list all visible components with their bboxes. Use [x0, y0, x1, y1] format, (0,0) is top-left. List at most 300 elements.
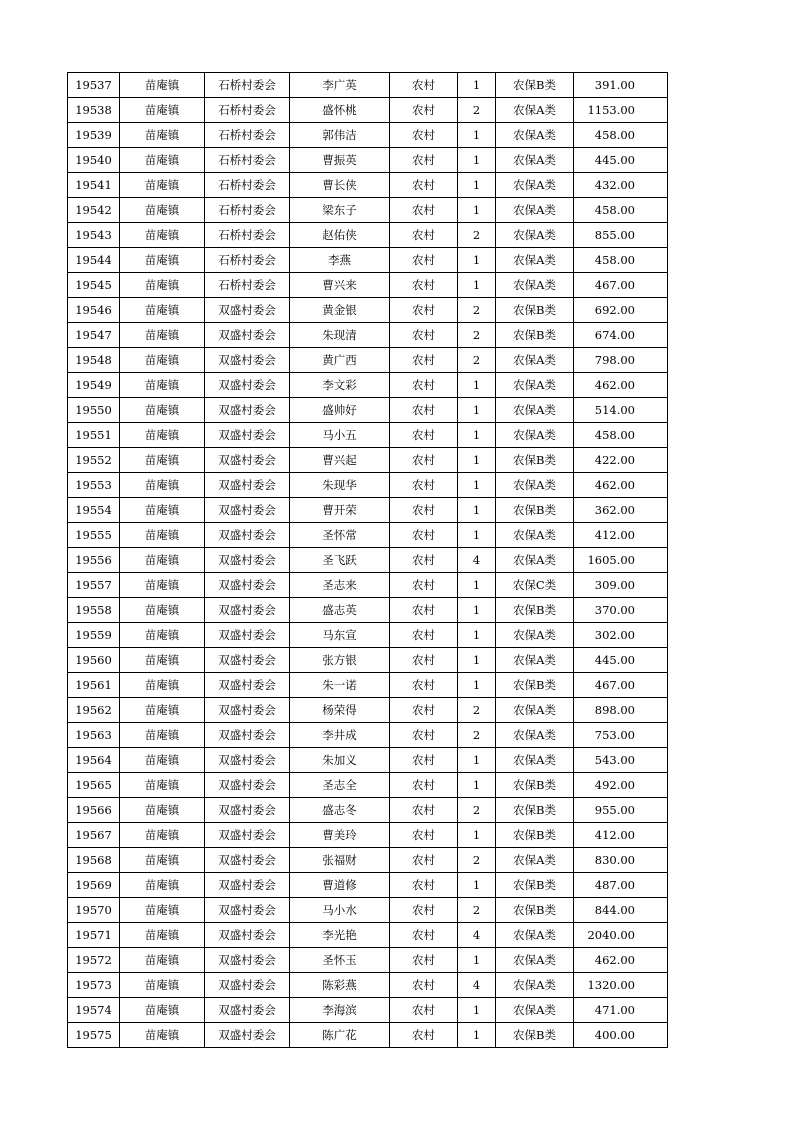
amount-cell: 492.00	[574, 773, 668, 798]
village-cell: 双盛村委会	[205, 598, 290, 623]
area-type-cell: 农村	[390, 648, 458, 673]
table-row	[68, 73, 668, 98]
area-type-cell: 农村	[390, 323, 458, 348]
record-id-cell: 19551	[68, 423, 120, 448]
record-id-cell: 19562	[68, 698, 120, 723]
record-id-cell: 19571	[68, 923, 120, 948]
village-cell: 双盛村委会	[205, 423, 290, 448]
household-count-cell: 1	[458, 598, 496, 623]
town-cell: 苗庵镇	[120, 473, 205, 498]
amount-cell: 462.00	[574, 948, 668, 973]
category-cell: 农保A类	[496, 423, 574, 448]
name-cell: 圣怀玉	[290, 948, 390, 973]
table-row	[68, 798, 668, 823]
village-cell: 双盛村委会	[205, 623, 290, 648]
table-row	[68, 823, 668, 848]
village-cell: 双盛村委会	[205, 448, 290, 473]
record-id-cell: 19553	[68, 473, 120, 498]
name-cell: 曹振英	[290, 148, 390, 173]
area-type-cell: 农村	[390, 698, 458, 723]
name-cell: 李海滨	[290, 998, 390, 1023]
village-cell: 石桥村委会	[205, 248, 290, 273]
name-cell: 盛志冬	[290, 798, 390, 823]
record-id-cell: 19575	[68, 1023, 120, 1048]
household-count-cell: 1	[458, 148, 496, 173]
village-cell: 双盛村委会	[205, 948, 290, 973]
category-cell: 农保A类	[496, 698, 574, 723]
area-type-cell: 农村	[390, 1023, 458, 1048]
household-count-cell: 4	[458, 923, 496, 948]
household-count-cell: 1	[458, 998, 496, 1023]
village-cell: 双盛村委会	[205, 698, 290, 723]
area-type-cell: 农村	[390, 373, 458, 398]
name-cell: 马东宣	[290, 623, 390, 648]
household-count-cell: 1	[458, 73, 496, 98]
name-cell: 圣飞跃	[290, 548, 390, 573]
household-count-cell: 1	[458, 1023, 496, 1048]
table-row	[68, 648, 668, 673]
town-cell: 苗庵镇	[120, 723, 205, 748]
category-cell: 农保A类	[496, 848, 574, 873]
table-row	[68, 848, 668, 873]
name-cell: 盛帅好	[290, 398, 390, 423]
record-id-cell: 19572	[68, 948, 120, 973]
category-cell: 农保A类	[496, 548, 574, 573]
village-cell: 双盛村委会	[205, 323, 290, 348]
village-cell: 双盛村委会	[205, 823, 290, 848]
area-type-cell: 农村	[390, 298, 458, 323]
category-cell: 农保B类	[496, 798, 574, 823]
category-cell: 农保B类	[496, 673, 574, 698]
village-cell: 石桥村委会	[205, 148, 290, 173]
household-count-cell: 1	[458, 748, 496, 773]
household-count-cell: 2	[458, 848, 496, 873]
amount-cell: 543.00	[574, 748, 668, 773]
area-type-cell: 农村	[390, 673, 458, 698]
town-cell: 苗庵镇	[120, 1023, 205, 1048]
record-id-cell: 19548	[68, 348, 120, 373]
town-cell: 苗庵镇	[120, 223, 205, 248]
amount-cell: 1153.00	[574, 98, 668, 123]
table-row	[68, 473, 668, 498]
table-row	[68, 198, 668, 223]
name-cell: 张方银	[290, 648, 390, 673]
record-id-cell: 19554	[68, 498, 120, 523]
area-type-cell: 农村	[390, 173, 458, 198]
area-type-cell: 农村	[390, 198, 458, 223]
area-type-cell: 农村	[390, 398, 458, 423]
household-count-cell: 1	[458, 473, 496, 498]
village-cell: 石桥村委会	[205, 273, 290, 298]
table-row	[68, 498, 668, 523]
record-id-cell: 19573	[68, 973, 120, 998]
amount-cell: 471.00	[574, 998, 668, 1023]
record-id-cell: 19569	[68, 873, 120, 898]
area-type-cell: 农村	[390, 823, 458, 848]
town-cell: 苗庵镇	[120, 848, 205, 873]
category-cell: 农保A类	[496, 523, 574, 548]
village-cell: 石桥村委会	[205, 73, 290, 98]
household-count-cell: 1	[458, 823, 496, 848]
town-cell: 苗庵镇	[120, 773, 205, 798]
amount-cell: 955.00	[574, 798, 668, 823]
category-cell: 农保A类	[496, 473, 574, 498]
household-count-cell: 1	[458, 648, 496, 673]
name-cell: 梁东子	[290, 198, 390, 223]
name-cell: 黄广西	[290, 348, 390, 373]
record-id-cell: 19570	[68, 898, 120, 923]
table-row	[68, 98, 668, 123]
household-count-cell: 1	[458, 273, 496, 298]
household-count-cell: 2	[458, 898, 496, 923]
name-cell: 圣志全	[290, 773, 390, 798]
village-cell: 石桥村委会	[205, 173, 290, 198]
category-cell: 农保C类	[496, 573, 574, 598]
village-cell: 双盛村委会	[205, 873, 290, 898]
record-id-cell: 19546	[68, 298, 120, 323]
town-cell: 苗庵镇	[120, 873, 205, 898]
area-type-cell: 农村	[390, 223, 458, 248]
name-cell: 朱一诺	[290, 673, 390, 698]
town-cell: 苗庵镇	[120, 73, 205, 98]
table-row	[68, 273, 668, 298]
table-row	[68, 373, 668, 398]
amount-cell: 462.00	[574, 373, 668, 398]
amount-cell: 458.00	[574, 123, 668, 148]
amount-cell: 898.00	[574, 698, 668, 723]
name-cell: 圣志来	[290, 573, 390, 598]
category-cell: 农保B类	[496, 448, 574, 473]
amount-cell: 798.00	[574, 348, 668, 373]
household-count-cell: 1	[458, 623, 496, 648]
amount-cell: 2040.00	[574, 923, 668, 948]
table-row	[68, 973, 668, 998]
name-cell: 赵佑侠	[290, 223, 390, 248]
table-row	[68, 398, 668, 423]
amount-cell: 753.00	[574, 723, 668, 748]
category-cell: 农保B类	[496, 898, 574, 923]
table-row	[68, 248, 668, 273]
table-row	[68, 998, 668, 1023]
village-cell: 石桥村委会	[205, 198, 290, 223]
table-row	[68, 773, 668, 798]
town-cell: 苗庵镇	[120, 173, 205, 198]
record-id-cell: 19537	[68, 73, 120, 98]
record-id-cell: 19538	[68, 98, 120, 123]
table-row	[68, 123, 668, 148]
village-cell: 双盛村委会	[205, 398, 290, 423]
amount-cell: 391.00	[574, 73, 668, 98]
town-cell: 苗庵镇	[120, 973, 205, 998]
record-id-cell: 19563	[68, 723, 120, 748]
name-cell: 陈彩燕	[290, 973, 390, 998]
area-type-cell: 农村	[390, 548, 458, 573]
name-cell: 曹兴起	[290, 448, 390, 473]
village-cell: 双盛村委会	[205, 773, 290, 798]
category-cell: 农保A类	[496, 648, 574, 673]
town-cell: 苗庵镇	[120, 698, 205, 723]
category-cell: 农保B类	[496, 323, 574, 348]
category-cell: 农保A类	[496, 623, 574, 648]
area-type-cell: 农村	[390, 473, 458, 498]
household-count-cell: 1	[458, 198, 496, 223]
town-cell: 苗庵镇	[120, 573, 205, 598]
household-count-cell: 1	[458, 773, 496, 798]
record-id-cell: 19539	[68, 123, 120, 148]
records-table-body	[68, 73, 668, 1048]
name-cell: 朱加义	[290, 748, 390, 773]
record-id-cell: 19557	[68, 573, 120, 598]
record-id-cell: 19545	[68, 273, 120, 298]
household-count-cell: 2	[458, 798, 496, 823]
amount-cell: 855.00	[574, 223, 668, 248]
category-cell: 农保B类	[496, 1023, 574, 1048]
area-type-cell: 农村	[390, 273, 458, 298]
area-type-cell: 农村	[390, 448, 458, 473]
name-cell: 杨荣得	[290, 698, 390, 723]
area-type-cell: 农村	[390, 973, 458, 998]
area-type-cell: 农村	[390, 873, 458, 898]
table-row	[68, 873, 668, 898]
name-cell: 李燕	[290, 248, 390, 273]
village-cell: 双盛村委会	[205, 523, 290, 548]
category-cell: 农保A类	[496, 373, 574, 398]
area-type-cell: 农村	[390, 948, 458, 973]
category-cell: 农保A类	[496, 273, 574, 298]
table-row	[68, 573, 668, 598]
town-cell: 苗庵镇	[120, 823, 205, 848]
town-cell: 苗庵镇	[120, 198, 205, 223]
table-row	[68, 673, 668, 698]
household-count-cell: 1	[458, 423, 496, 448]
record-id-cell: 19555	[68, 523, 120, 548]
town-cell: 苗庵镇	[120, 98, 205, 123]
name-cell: 黄金银	[290, 298, 390, 323]
area-type-cell: 农村	[390, 148, 458, 173]
area-type-cell: 农村	[390, 73, 458, 98]
household-count-cell: 1	[458, 873, 496, 898]
table-row	[68, 948, 668, 973]
name-cell: 曹开荣	[290, 498, 390, 523]
village-cell: 石桥村委会	[205, 223, 290, 248]
village-cell: 石桥村委会	[205, 98, 290, 123]
table-row	[68, 298, 668, 323]
category-cell: 农保A类	[496, 398, 574, 423]
amount-cell: 432.00	[574, 173, 668, 198]
town-cell: 苗庵镇	[120, 798, 205, 823]
category-cell: 农保B类	[496, 598, 574, 623]
table-row	[68, 173, 668, 198]
village-cell: 双盛村委会	[205, 1023, 290, 1048]
household-count-cell: 1	[458, 373, 496, 398]
category-cell: 农保A类	[496, 148, 574, 173]
village-cell: 双盛村委会	[205, 648, 290, 673]
name-cell: 马小水	[290, 898, 390, 923]
category-cell: 农保A类	[496, 748, 574, 773]
town-cell: 苗庵镇	[120, 648, 205, 673]
household-count-cell: 1	[458, 248, 496, 273]
town-cell: 苗庵镇	[120, 373, 205, 398]
town-cell: 苗庵镇	[120, 348, 205, 373]
village-cell: 石桥村委会	[205, 123, 290, 148]
category-cell: 农保A类	[496, 348, 574, 373]
household-count-cell: 1	[458, 398, 496, 423]
record-id-cell: 19542	[68, 198, 120, 223]
town-cell: 苗庵镇	[120, 148, 205, 173]
category-cell: 农保B类	[496, 73, 574, 98]
amount-cell: 445.00	[574, 148, 668, 173]
record-id-cell: 19566	[68, 798, 120, 823]
household-count-cell: 2	[458, 698, 496, 723]
record-id-cell: 19564	[68, 748, 120, 773]
name-cell: 盛怀桃	[290, 98, 390, 123]
household-count-cell: 4	[458, 548, 496, 573]
name-cell: 郭伟洁	[290, 123, 390, 148]
village-cell: 双盛村委会	[205, 298, 290, 323]
table-row	[68, 423, 668, 448]
name-cell: 盛志英	[290, 598, 390, 623]
area-type-cell: 农村	[390, 348, 458, 373]
record-id-cell: 19561	[68, 673, 120, 698]
category-cell: 农保A类	[496, 923, 574, 948]
household-count-cell: 2	[458, 98, 496, 123]
category-cell: 农保B类	[496, 873, 574, 898]
area-type-cell: 农村	[390, 898, 458, 923]
area-type-cell: 农村	[390, 848, 458, 873]
household-count-cell: 2	[458, 323, 496, 348]
area-type-cell: 农村	[390, 573, 458, 598]
household-count-cell: 4	[458, 973, 496, 998]
record-id-cell: 19547	[68, 323, 120, 348]
amount-cell: 514.00	[574, 398, 668, 423]
name-cell: 张福财	[290, 848, 390, 873]
amount-cell: 467.00	[574, 673, 668, 698]
amount-cell: 692.00	[574, 298, 668, 323]
record-id-cell: 19565	[68, 773, 120, 798]
area-type-cell: 农村	[390, 998, 458, 1023]
table-row	[68, 323, 668, 348]
amount-cell: 467.00	[574, 273, 668, 298]
amount-cell: 830.00	[574, 848, 668, 873]
town-cell: 苗庵镇	[120, 623, 205, 648]
record-id-cell: 19541	[68, 173, 120, 198]
amount-cell: 412.00	[574, 523, 668, 548]
town-cell: 苗庵镇	[120, 898, 205, 923]
town-cell: 苗庵镇	[120, 748, 205, 773]
record-id-cell: 19559	[68, 623, 120, 648]
record-id-cell: 19568	[68, 848, 120, 873]
table-row	[68, 148, 668, 173]
village-cell: 双盛村委会	[205, 923, 290, 948]
area-type-cell: 农村	[390, 248, 458, 273]
amount-cell: 400.00	[574, 1023, 668, 1048]
record-id-cell: 19558	[68, 598, 120, 623]
town-cell: 苗庵镇	[120, 423, 205, 448]
village-cell: 双盛村委会	[205, 998, 290, 1023]
household-count-cell: 1	[458, 523, 496, 548]
table-row	[68, 448, 668, 473]
amount-cell: 674.00	[574, 323, 668, 348]
town-cell: 苗庵镇	[120, 673, 205, 698]
name-cell: 曹道修	[290, 873, 390, 898]
town-cell: 苗庵镇	[120, 398, 205, 423]
village-cell: 双盛村委会	[205, 548, 290, 573]
name-cell: 朱现清	[290, 323, 390, 348]
town-cell: 苗庵镇	[120, 923, 205, 948]
amount-cell: 412.00	[574, 823, 668, 848]
table-row	[68, 898, 668, 923]
record-id-cell: 19560	[68, 648, 120, 673]
record-id-cell: 19556	[68, 548, 120, 573]
name-cell: 曹长侠	[290, 173, 390, 198]
name-cell: 曹美玲	[290, 823, 390, 848]
name-cell: 李井成	[290, 723, 390, 748]
category-cell: 农保A类	[496, 223, 574, 248]
table-row	[68, 723, 668, 748]
amount-cell: 1605.00	[574, 548, 668, 573]
village-cell: 双盛村委会	[205, 848, 290, 873]
name-cell: 陈广花	[290, 1023, 390, 1048]
table-row	[68, 923, 668, 948]
amount-cell: 302.00	[574, 623, 668, 648]
amount-cell: 1320.00	[574, 973, 668, 998]
household-count-cell: 1	[458, 673, 496, 698]
household-count-cell: 1	[458, 173, 496, 198]
town-cell: 苗庵镇	[120, 523, 205, 548]
table-row	[68, 748, 668, 773]
household-count-cell: 2	[458, 723, 496, 748]
town-cell: 苗庵镇	[120, 448, 205, 473]
area-type-cell: 农村	[390, 523, 458, 548]
village-cell: 双盛村委会	[205, 473, 290, 498]
area-type-cell: 农村	[390, 798, 458, 823]
town-cell: 苗庵镇	[120, 323, 205, 348]
amount-cell: 458.00	[574, 198, 668, 223]
village-cell: 双盛村委会	[205, 673, 290, 698]
name-cell: 李光艳	[290, 923, 390, 948]
amount-cell: 445.00	[574, 648, 668, 673]
category-cell: 农保A类	[496, 723, 574, 748]
record-id-cell: 19567	[68, 823, 120, 848]
village-cell: 双盛村委会	[205, 973, 290, 998]
area-type-cell: 农村	[390, 773, 458, 798]
village-cell: 双盛村委会	[205, 348, 290, 373]
record-id-cell: 19543	[68, 223, 120, 248]
area-type-cell: 农村	[390, 423, 458, 448]
name-cell: 马小五	[290, 423, 390, 448]
household-count-cell: 2	[458, 298, 496, 323]
table-row	[68, 598, 668, 623]
category-cell: 农保A类	[496, 173, 574, 198]
amount-cell: 487.00	[574, 873, 668, 898]
category-cell: 农保B类	[496, 773, 574, 798]
name-cell: 朱现华	[290, 473, 390, 498]
town-cell: 苗庵镇	[120, 948, 205, 973]
village-cell: 双盛村委会	[205, 898, 290, 923]
category-cell: 农保A类	[496, 198, 574, 223]
category-cell: 农保B类	[496, 498, 574, 523]
amount-cell: 844.00	[574, 898, 668, 923]
record-id-cell: 19550	[68, 398, 120, 423]
village-cell: 双盛村委会	[205, 798, 290, 823]
amount-cell: 422.00	[574, 448, 668, 473]
village-cell: 双盛村委会	[205, 573, 290, 598]
table-row	[68, 348, 668, 373]
category-cell: 农保B类	[496, 823, 574, 848]
category-cell: 农保A类	[496, 973, 574, 998]
amount-cell: 458.00	[574, 248, 668, 273]
category-cell: 农保A类	[496, 248, 574, 273]
